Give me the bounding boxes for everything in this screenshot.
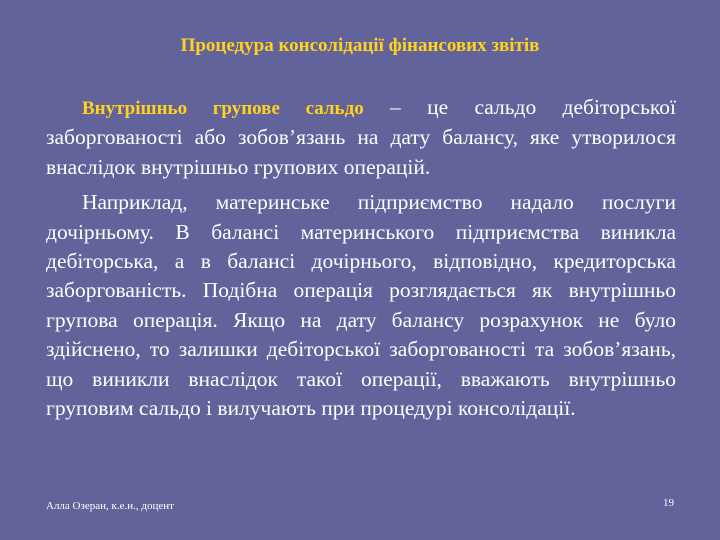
defined-term: Внутрішньо групове сальдо [82,98,364,119]
slide-title: Процедура консолідації фінансових звітів [180,35,540,56]
page-number: 19 [663,497,674,509]
slide-content [46,93,676,423]
footer-author: Алла Озеран, к.е.н., доцент [46,500,174,512]
definition-paragraph [46,93,676,182]
definition-text: – це сальдо дебіторської заборгованості або зобов’язань на дату балансу, яке утворилося внаслідок внутрішньо групових операцій. [46,95,676,179]
example-paragraph: Наприклад, материнське підприємство надало послуги дочірньому. В балансі материнського підприємства виникла дебіторська, а в балансі дочірнього, відповідно, кредиторська заборгованість. Подібна операція розглядається як внутрішньо групова операція. Якщо на дату балансу розрахунок не було здійснено, то залишки дебіторської заборгованості та зобов’язань, що виникли внаслідок такої операції, вважають внутрішньо груповим сальдо і вилучають при процедурі консолідації. [46,190,676,421]
